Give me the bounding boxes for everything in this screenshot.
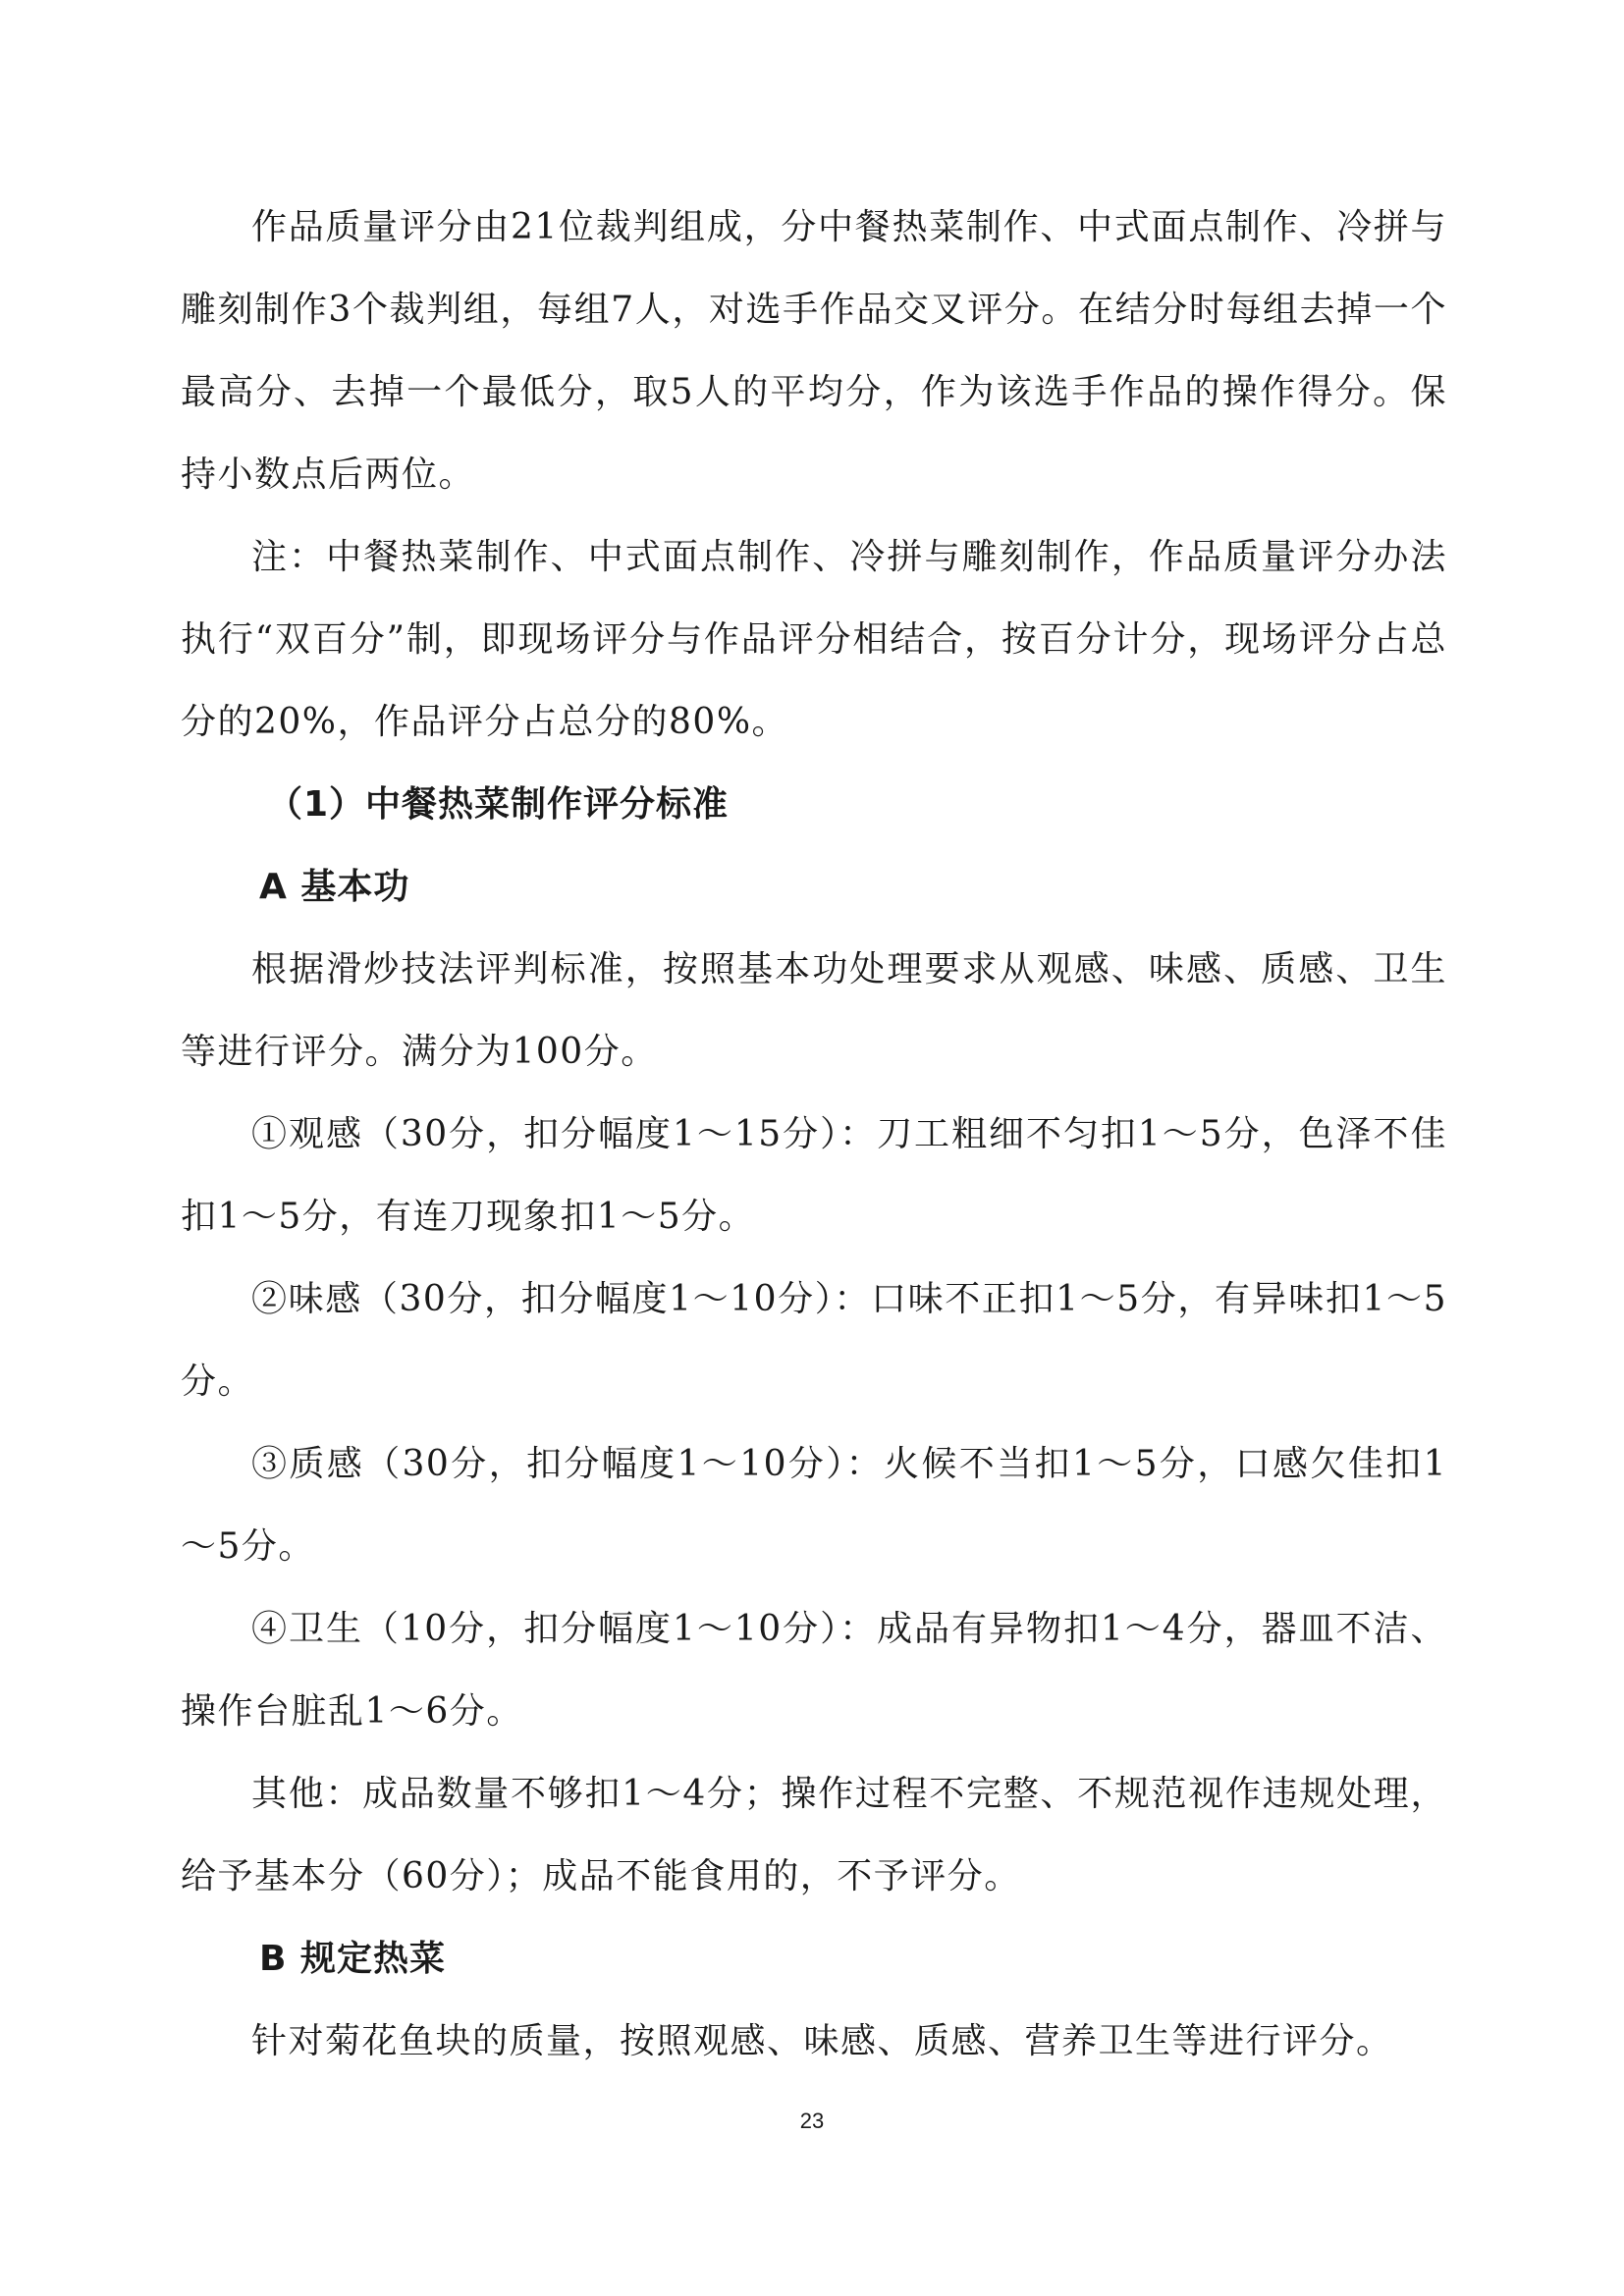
page-body	[181, 187, 1447, 2083]
criterion-taste: ②味感（30分，扣分幅度1～10分）：口味不正扣1～5分，有异味扣1～5分。	[181, 1279, 1447, 1402]
criterion-other: 其他：成品数量不够扣1～4分；操作过程不完整、不规范视作违规处理，给予基本分（60分）；成品不能食用的，不予评分。	[181, 1774, 1447, 1896]
criterion-texture: ③质感（30分，扣分幅度1～10分）：火候不当扣1～5分，口感欠佳扣1～5分。	[181, 1444, 1447, 1567]
paragraph-scoring-note: 注：中餐热菜制作、中式面点制作、冷拼与雕刻制作，作品质量评分办法执行“双百分”制，即现场评分与作品评分相结合，按百分计分，现场评分占总分的20%，作品评分占总分的80%。	[181, 537, 1447, 742]
criterion-appearance: ①观感（30分，扣分幅度1～15分）：刀工粗细不匀扣1～5分，色泽不佳扣1～5分，有连刀现象扣1～5分。	[181, 1114, 1447, 1237]
page-number: 23	[799, 2109, 825, 2133]
paragraph-basic-skills-intro: 根据滑炒技法评判标准，按照基本功处理要求从观感、味感、质感、卫生等进行评分。满分为100分。	[181, 949, 1447, 1072]
subsection-heading-basic-skills: A 基本功	[259, 867, 410, 907]
subsection-heading-required-hot-dish: B 规定热菜	[259, 1939, 446, 1979]
paragraph-chrysanthemum-fish: 针对菊花鱼块的质量，按照观感、味感、质感、营养卫生等进行评分。	[251, 2021, 1393, 2061]
section-heading-hot-dish-criteria: （1）中餐热菜制作评分标准	[267, 784, 730, 825]
paragraph-judging-composition: 作品质量评分由21位裁判组成，分中餐热菜制作、中式面点制作、冷拼与雕刻制作3个裁判组，每组7人，对选手作品交叉评分。在结分时每组去掉一个最高分、去掉一个最低分，取5人的平均分，作为该选手作品的操作得分。保持小数点后两位。	[181, 207, 1447, 495]
criterion-hygiene: ④卫生（10分，扣分幅度1～10分）：成品有异物扣1～4分，器皿不洁、操作台脏乱1～6分。	[181, 1609, 1447, 1732]
